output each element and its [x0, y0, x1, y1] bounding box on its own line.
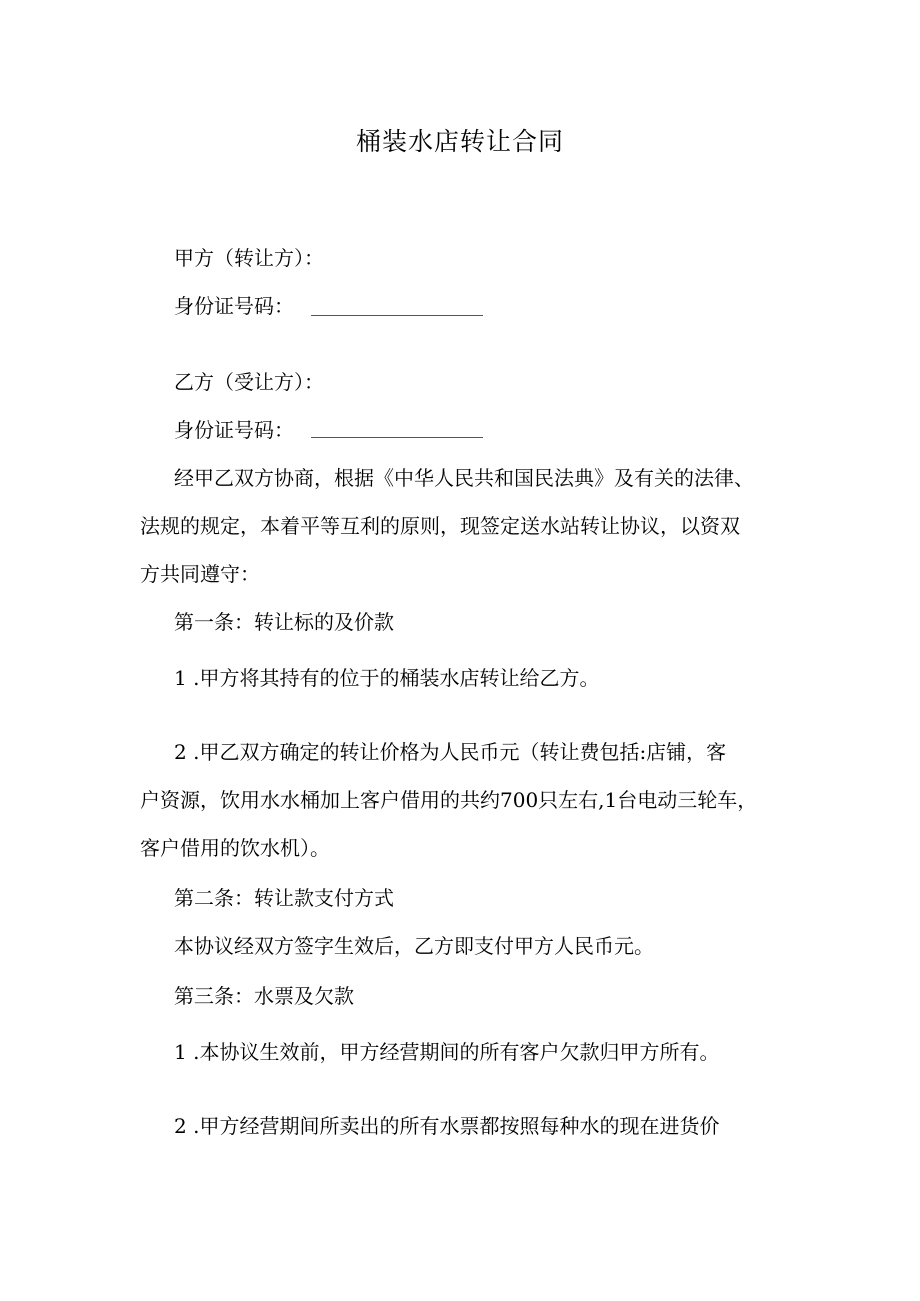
- article3-item2: 2 .甲方经营期间所卖出的所有水票都按照每种水的现在进货价: [174, 1114, 720, 1138]
- article1-item2-line: 户资源，饮用水水桶加上客户借用的共约700只左右,1台电动三轮车，: [140, 788, 758, 812]
- article1-item1: 1 .甲方将其持有的位于的桶装水店转让给乙方。: [174, 666, 600, 690]
- party-b-id-field[interactable]: [311, 437, 483, 438]
- article1-item2-line: 客户借用的饮水机）。: [140, 836, 330, 860]
- article1-item2-line: 2 .甲乙双方确定的转让价格为人民币元（转让费包括:店铺，客: [174, 740, 727, 764]
- intro-line: 经甲乙双方协商，根据《中华人民共和国民法典》及有关的法律、: [174, 466, 754, 490]
- intro-line: 法规的规定，本着平等互利的原则，现签定送水站转让协议，以资双: [140, 514, 740, 538]
- party-a-id-field[interactable]: [311, 315, 483, 316]
- article3-heading: 第三条：水票及欠款: [174, 984, 354, 1008]
- article2-heading: 第二条：转让款支付方式: [174, 886, 394, 910]
- party-a-label: 甲方（转让方）：: [174, 246, 324, 270]
- intro-line: 方共同遵守：: [140, 562, 260, 586]
- article3-item1: 1 .本协议生效前，甲方经营期间的所有客户欠款归甲方所有。: [174, 1040, 720, 1064]
- article1-heading: 第一条：转让标的及价款: [174, 610, 394, 634]
- party-a-id-label: 身份证号码：: [174, 294, 294, 318]
- article2-text: 本协议经双方签字生效后，乙方即支付甲方人民币元。: [174, 934, 654, 958]
- document-title: 桶装水店转让合同: [355, 127, 564, 156]
- party-b-id-label: 身份证号码：: [174, 418, 294, 442]
- party-b-label: 乙方（受让方）：: [174, 370, 324, 394]
